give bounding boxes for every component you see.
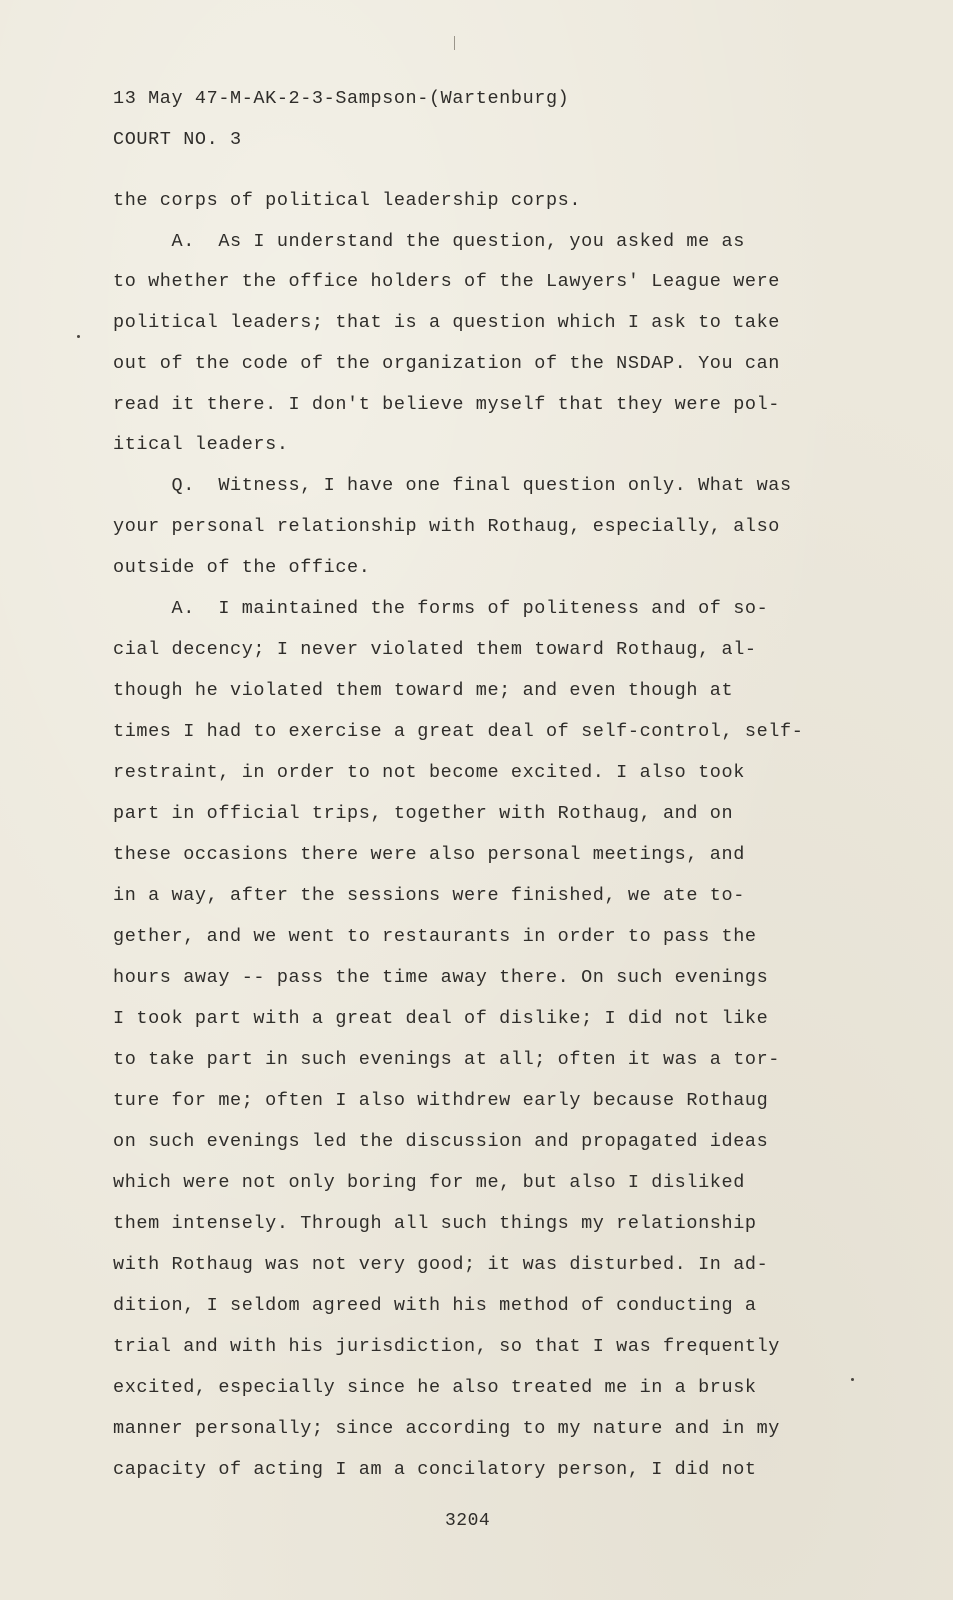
body-line: excited, especially since he also treated me in a brusk xyxy=(113,1377,757,1398)
header-line-2: COURT NO. 3 xyxy=(113,129,242,150)
body-line: out of the code of the organization of the NSDAP. You can xyxy=(113,353,781,374)
body-line: them intensely. Through all such things my relationship xyxy=(113,1213,757,1234)
body-line: in a way, after the sessions were finished, we ate to- xyxy=(113,885,745,906)
body-line: with Rothaug was not very good; it was disturbed. In ad- xyxy=(113,1254,769,1275)
body-line: manner personally; since according to my nature and in my xyxy=(113,1418,781,1439)
header-line-1: 13 May 47-M-AK-2-3-Sampson-(Wartenburg) xyxy=(113,88,570,109)
body-line: outside of the office. xyxy=(113,557,371,578)
body-line: ture for me; often I also withdrew early because Rothaug xyxy=(113,1090,769,1111)
body-line: political leaders; that is a question which I ask to take xyxy=(113,312,781,333)
body-line: I took part with a great deal of dislike; I did not like xyxy=(113,1008,769,1029)
body-line: times I had to exercise a great deal of self-control, self- xyxy=(113,721,804,742)
body-line: gether, and we went to restaurants in order to pass the xyxy=(113,926,757,947)
body-line: read it there. I don't believe myself that they were pol- xyxy=(113,394,781,415)
body-line: itical leaders. xyxy=(113,434,289,455)
body-line: the corps of political leadership corps. xyxy=(113,190,582,211)
body-line: Q. Witness, I have one final question only. What was xyxy=(113,475,792,496)
body-line: though he violated them toward me; and even though at xyxy=(113,680,734,701)
paper-speck xyxy=(851,1378,854,1381)
body-line: capacity of acting I am a concilatory person, I did not xyxy=(113,1459,757,1480)
body-line: part in official trips, together with Rothaug, and on xyxy=(113,803,734,824)
paper-mark xyxy=(454,36,455,50)
body-line: to take part in such evenings at all; often it was a tor- xyxy=(113,1049,781,1070)
body-line: dition, I seldom agreed with his method of conducting a xyxy=(113,1295,757,1316)
body-line: hours away -- pass the time away there. On such evenings xyxy=(113,967,769,988)
body-line: to whether the office holders of the Lawyers' League were xyxy=(113,271,781,292)
page-number: 3204 xyxy=(445,1511,491,1531)
body-line: your personal relationship with Rothaug, especially, also xyxy=(113,516,781,537)
body-line: which were not only boring for me, but also I disliked xyxy=(113,1172,745,1193)
body-line: A. I maintained the forms of politeness and of so- xyxy=(113,598,769,619)
body-line: cial decency; I never violated them toward Rothaug, al- xyxy=(113,639,757,660)
body-line: A. As I understand the question, you asked me as xyxy=(113,231,745,252)
body-line: on such evenings led the discussion and propagated ideas xyxy=(113,1131,769,1152)
body-line: trial and with his jurisdiction, so that I was frequently xyxy=(113,1336,781,1357)
body-line: these occasions there were also personal meetings, and xyxy=(113,844,745,865)
paper-speck xyxy=(77,335,80,338)
body-line: restraint, in order to not become excited. I also took xyxy=(113,762,745,783)
